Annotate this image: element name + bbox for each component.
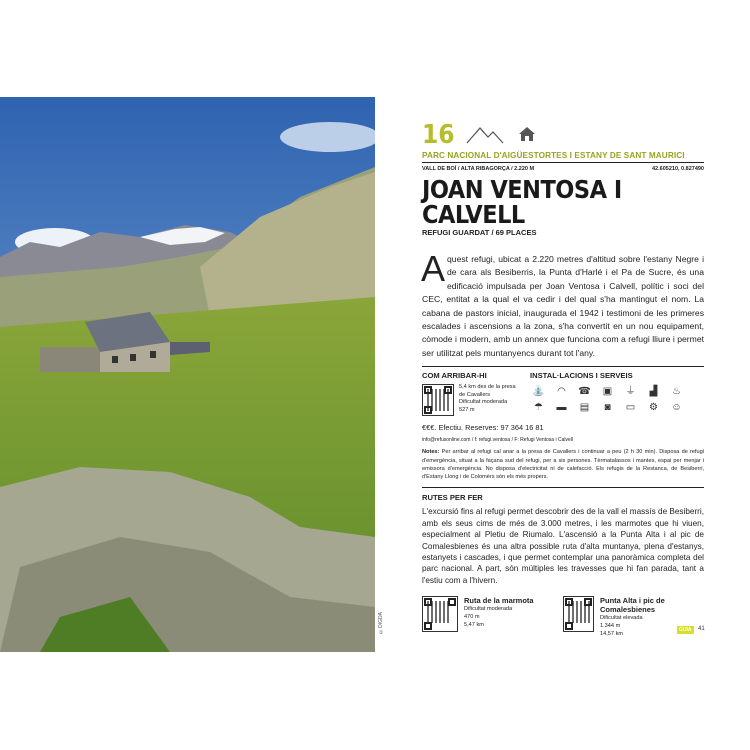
access-distance: 5,4 km des de la presa — [459, 384, 516, 391]
refuge-hut-icon — [518, 126, 536, 142]
footer-tag: GUIA — [679, 627, 692, 633]
access-column — [422, 371, 526, 418]
access-origin: de Cavallers — [459, 391, 491, 398]
services-icons — [530, 386, 704, 418]
plug-icon: ⏚ — [625, 386, 636, 398]
services-column — [526, 371, 704, 418]
entry-number: 16 — [422, 120, 455, 150]
refuge-photo — [0, 97, 375, 652]
wifi-icon: ◠ — [557, 386, 566, 398]
qr-code-icon[interactable] — [422, 596, 458, 632]
route-name: Punta Alta i pic de Comalesbienes — [600, 596, 665, 615]
park-name: PARC NACIONAL D'AIGÜESTORTES I ESTANY DE SANT MAURICI — [422, 151, 704, 163]
sos-icon: ☎ — [578, 386, 591, 398]
route-difficulty: Dificultat moderada — [464, 606, 513, 613]
bed-icon: ▬ — [556, 402, 567, 414]
intro-paragraph — [421, 248, 704, 360]
cost-and-reservations: €€€. Efectiu. Reserves: 97 364 16 81 — [422, 423, 544, 433]
route-height: 470 m — [464, 614, 480, 621]
divider — [422, 366, 704, 367]
services-heading: INSTAL·LACIONS I SERVEIS — [530, 371, 633, 381]
route-height: 1.344 m — [600, 623, 621, 630]
info-columns — [422, 371, 704, 418]
tap-icon: ⛲ — [532, 386, 545, 398]
divider — [422, 487, 704, 488]
notes-text: Per arribar al refugi cal anar a la presa de Cavallers i continuar a peu (2 h 30 min). Disposa de refugi d'emergència, situat a la façana sud del refugi, per a sis persones. Tèrmatalassos i mantes, espai per menjar i emissora d'emergència. No disposa d'electricitat ni de calefacció. Els refugis de la Restanca, de Besiberri, d'Estany Llong i de Colomèrs són els més propers. — [422, 449, 704, 481]
intro-text: quest refugi, ubicat a 2.220 metres d'altitud sobre l'estany Negre i de cara als Besiberris, la Punta d'Harlé i el Pa de Sucre, és una edificació impulsada per Joan Ventosa i Calvell, polític i soci del CEC, entitat a la qual el va cedir i del qual s'ha mantingut el nom. La cabana de pastors inicial, inaugurada el 1942 i testimoni de les primeres escalades i ascensions a la zona, s'ha convertit en un nou equipament, còmode i modern, amb un annex que funciona com a refugi lliure i permet ser utilitzat pels muntanyencs durant tot l'any. — [422, 254, 704, 358]
route-distance: 14,57 km — [600, 631, 624, 638]
route-difficulty: Dificultat elevada — [600, 615, 643, 622]
routes-list — [422, 596, 704, 638]
contact-info: info@refusonline.com / f: refugi.ventosa / F: Refugi Ventosa i Calvell — [422, 437, 573, 444]
entry-header — [422, 120, 704, 150]
page-subtitle: REFUGI GUARDAT / 69 PLACES — [422, 228, 537, 237]
location-text: VALL DE BOÍ / ALTA RIBAGORÇA / 2.220 M — [422, 166, 535, 172]
signal-icon: ▟ — [649, 386, 658, 398]
shower-icon: ☂ — [534, 402, 543, 414]
child-icon: ☺ — [671, 402, 682, 414]
gear-icon: ⚙ — [649, 402, 658, 414]
qr-code-icon[interactable] — [563, 596, 594, 632]
camera-icon: ◙ — [604, 402, 611, 414]
page-title: JOAN VENTOSA I CALVELL — [422, 175, 622, 229]
sofa-icon: ▭ — [625, 402, 636, 414]
access-height: 527 m — [459, 407, 475, 414]
mountain-icon — [466, 126, 504, 144]
blanket-icon: ▤ — [579, 402, 590, 414]
access-difficulty: Dificultat moderada — [459, 399, 508, 406]
route-distance: 5,47 km — [464, 622, 484, 629]
route-name: Ruta de la marmota — [464, 596, 534, 606]
access-heading: COM ARRIBAR-HI — [422, 371, 487, 381]
stove-icon: ♨ — [672, 386, 681, 398]
route-item — [422, 596, 563, 638]
coordinates: 42.605210, 0.827490 — [652, 166, 704, 172]
refuge-info-page — [422, 120, 704, 638]
photo-credit: ©DIGDA — [378, 612, 384, 634]
rutes-heading: RUTES PER FER — [422, 493, 483, 503]
notes-label: Notes: — [422, 449, 440, 456]
location-line — [422, 166, 704, 172]
qr-code-icon[interactable] — [422, 384, 454, 416]
drop-cap: A — [421, 248, 446, 289]
page-number: 41 — [698, 626, 705, 632]
notes — [422, 448, 704, 481]
wc-icon: ▣ — [602, 386, 613, 398]
access-details — [459, 384, 516, 416]
rutes-paragraph: L'excursió fins al refugi permet descobrir des de la vall el massís de Besiberri, amb els seus cims de més de 3.000 metres, i les marmotes que hi viuen, especialment al Pletiu de Riumalo. L'ascensió a la Punta Alta i al pic de Comalesbienes és una altra possible ruta d'alta muntanya, plena d'estanys, estanyets i cascades, i que permet contemplar una panoràmica completa del parc nacional. A part, són múltiples les travesses que hi fan parada, tant a l'estiu com a l'hivern. — [422, 507, 704, 585]
